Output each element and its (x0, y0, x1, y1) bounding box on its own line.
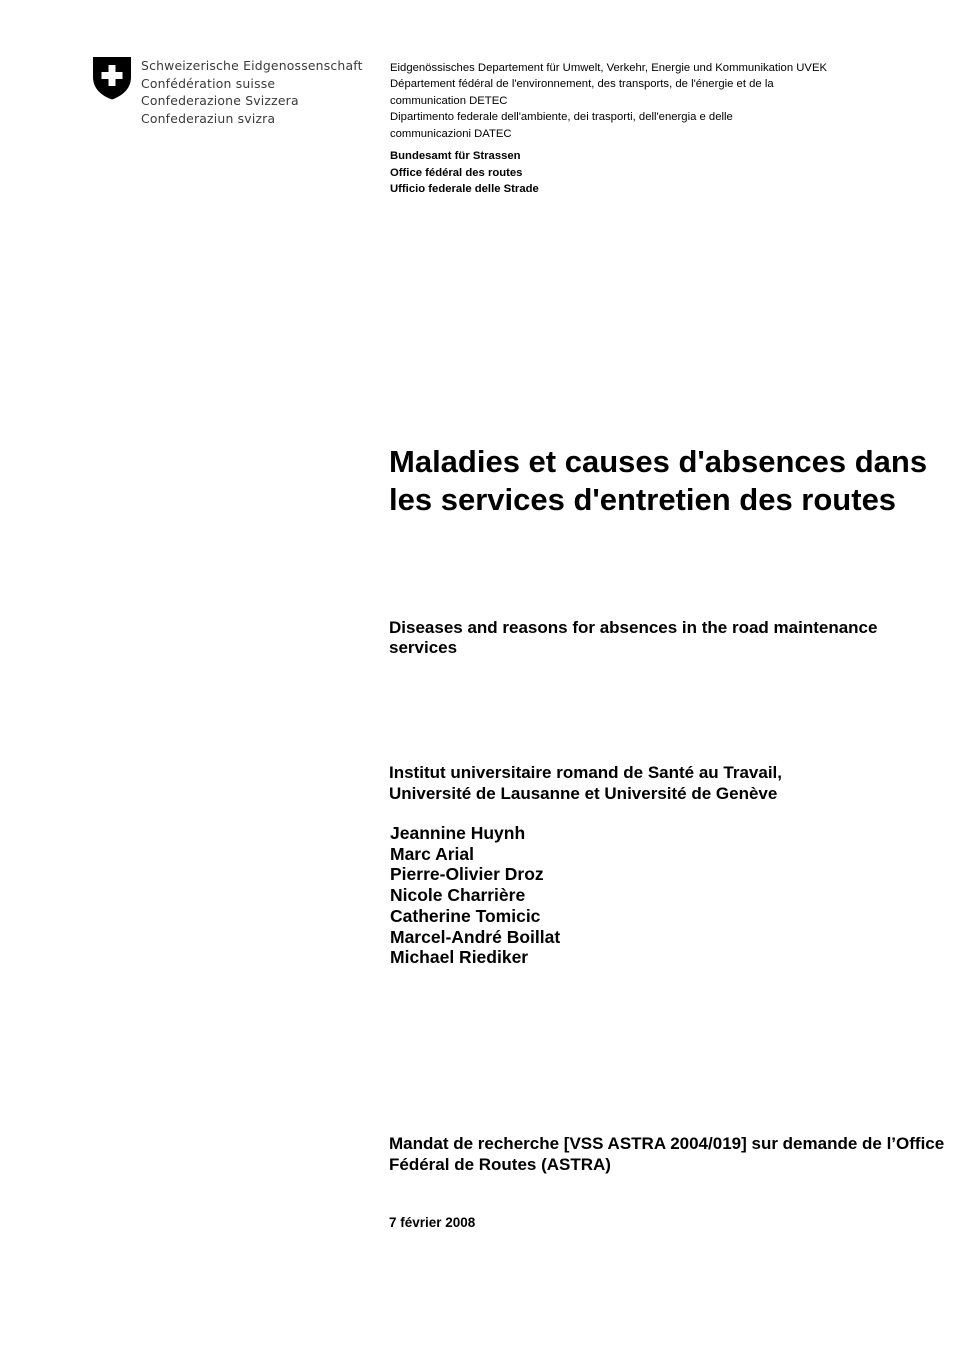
institute-block (389, 762, 782, 804)
confederation-names (141, 57, 363, 127)
department-line: Eidgenössisches Departement für Umwelt, Verkehr, Energie und Kommunikation UVEK (390, 62, 828, 74)
office-line-de: Bundesamt für Strassen (390, 150, 521, 162)
author-list (390, 823, 560, 968)
swiss-coat-of-arms-icon (92, 56, 132, 100)
author-name: Catherine Tomicic (390, 905, 541, 926)
department-line: communication DETEC (390, 94, 508, 107)
office-block (390, 148, 539, 198)
document-subtitle: Diseases and reasons for absences in the road maintenance services (389, 618, 878, 657)
author-name: Pierre-Olivier Droz (390, 864, 544, 885)
department-block (390, 60, 890, 142)
author-name: Marcel-André Boillat (390, 926, 561, 947)
confederation-line-it: Confederazione Svizzera (141, 93, 299, 109)
research-mandate: Mandat de recherche [VSS ASTRA 2004/019] sur demande de l’Office Fédéral de Routes (ASTRA) (389, 1134, 945, 1174)
confederation-line-de: Schweizerische Eidgenossenschaft (141, 58, 363, 73)
department-line: Département fédéral de l'environnement, des transports, de l'énergie et de la (390, 78, 774, 91)
confederation-line-rm: Confederaziun svizra (141, 110, 276, 126)
office-line-fr: Office fédéral des routes (390, 166, 523, 179)
institute-line: Université de Lausanne et Université de Genève (389, 784, 778, 803)
confederation-line-fr: Confédération suisse (141, 75, 276, 91)
institute-line: Institut universitaire romand de Santé au Travail, (389, 763, 783, 782)
author-name: Nicole Charrière (390, 885, 526, 906)
department-line: communicazioni DATEC (390, 127, 512, 140)
office-line-it: Ufficio federale delle Strade (390, 183, 539, 196)
department-line: Dipartimento federale dell'ambiente, dei trasporti, dell'energia e delle (390, 111, 733, 124)
publication-date: 7 février 2008 (389, 1215, 476, 1230)
author-name: Michael Riediker (390, 947, 529, 968)
document-title: Maladies et causes d'absences dans les services d'entretien des routes (389, 444, 928, 517)
author-name: Jeannine Huynh (390, 823, 526, 843)
author-name: Marc Arial (390, 843, 474, 864)
